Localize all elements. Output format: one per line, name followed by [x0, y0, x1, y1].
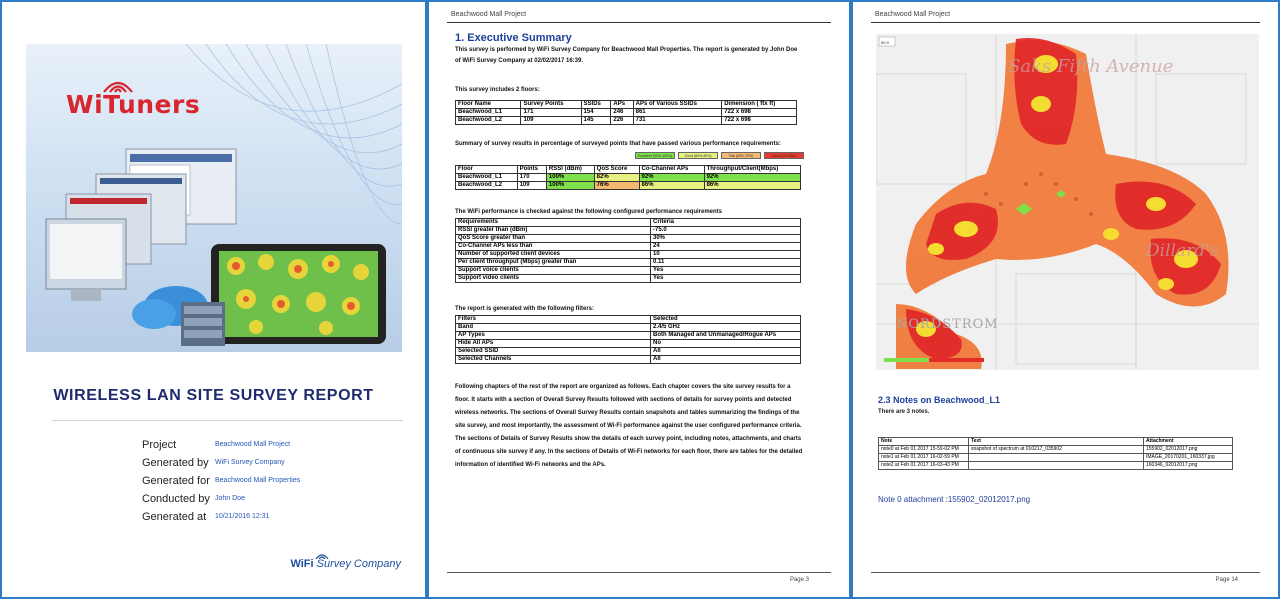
table-cell: 722 x 698	[722, 109, 797, 117]
table-cell: 109	[521, 117, 581, 125]
table-cell: 82%	[594, 174, 639, 182]
table-cell: All	[651, 348, 801, 356]
table-row	[456, 267, 801, 275]
table-header: Throughput/Client(Mbps)	[704, 166, 800, 174]
table-row	[456, 117, 797, 125]
divider	[871, 572, 1260, 573]
table-cell: 10	[651, 251, 801, 259]
closing-line: The sections of Details of Survey Results show the details of each survey point, including notes, attachments, and charts	[455, 436, 802, 442]
table-cell: snapshot of spectrum at 010217_035902	[969, 446, 1144, 454]
floors-table	[455, 100, 797, 125]
table-header-row	[456, 316, 801, 324]
legend-fair: Fair (60%-79%)	[721, 152, 761, 159]
closing-line: wireless networks. The sections of Overall Survey Results contain snapshots and tables summarizing the findings of the	[455, 410, 800, 416]
divider	[52, 420, 403, 421]
table-cell: 226	[611, 117, 633, 125]
table-cell: Both Managed and Unmanaged/Rogue APs	[651, 332, 801, 340]
table-cell: note1 at Feb 01 2017 16-02-59 PM	[879, 454, 969, 462]
closing-line: Following chapters of the rest of the report are organized as follows. Each chapter covers the site survey results for a	[455, 384, 791, 390]
divider	[871, 22, 1260, 23]
table-header-row	[879, 438, 1233, 446]
table-cell: 246	[611, 109, 633, 117]
table-cell: Hide All APs	[456, 340, 651, 348]
table-cell: 2.4/5 GHz	[651, 324, 801, 332]
table-cell: 92%	[639, 174, 704, 182]
company-logo-a: WiFi	[290, 558, 314, 570]
closing-line: site survey, and most importantly, the assessment of Wi-Fi performance against the user configured performance criteria.	[455, 423, 802, 429]
table-cell: 154	[581, 109, 611, 117]
table-header: APs	[611, 101, 633, 109]
legend-excellent: Excellent (90%-100%)	[635, 152, 675, 159]
table-header-row	[456, 101, 797, 109]
page-number: Page 3	[789, 577, 809, 583]
table-cell: -75.0	[651, 227, 801, 235]
table-cell: note0 at Feb 01 2017 15-59-02 PM	[879, 446, 969, 454]
table-cell: IMAGE_20170201_160337.jpg	[1144, 454, 1233, 462]
table-cell: 731	[633, 117, 722, 125]
table-cell: QoS Score greater than	[456, 235, 651, 243]
table-row	[456, 174, 801, 182]
results-table	[455, 165, 801, 190]
company-logo	[290, 558, 401, 570]
table-header: Note	[879, 438, 969, 446]
table-cell: 170	[517, 174, 546, 182]
table-cell: Band	[456, 324, 651, 332]
table-cell: 109	[517, 182, 546, 190]
table-header: Floor Name	[456, 101, 521, 109]
table-cell: Yes	[651, 267, 801, 275]
table-header: Selected	[651, 316, 801, 324]
table-cell: Yes	[651, 275, 801, 283]
table-cell: Selected Channels	[456, 356, 651, 364]
page-number: Page 14	[1215, 577, 1238, 583]
table-cell: 76%	[594, 182, 639, 190]
table-row	[456, 332, 801, 340]
cover-illustration	[26, 44, 402, 352]
table-row	[456, 324, 801, 332]
table-row	[456, 109, 797, 117]
running-header: Beachwood Mall Project	[875, 11, 951, 18]
executive-summary-page	[429, 2, 849, 597]
table-header: Co-Channel APs	[639, 166, 704, 174]
report-title: WIRELESS LAN SITE SURVEY REPORT	[53, 387, 374, 404]
table-cell: 100%	[546, 182, 594, 190]
meta-value: 10/21/2016 12:31	[215, 513, 270, 520]
notes-count: There are 3 notes.	[878, 409, 930, 415]
table-header: APs of Various SSIDs	[633, 101, 722, 109]
table-cell: Support video clients	[456, 275, 651, 283]
table-row	[456, 356, 801, 364]
table-cell: No	[651, 340, 801, 348]
table-cell: Beachwood_L2	[456, 117, 521, 125]
intro-line: This survey is performed by WiFi Survey Company for Beachwood Mall Properties. The report is generated by John Doe	[455, 47, 798, 53]
table-row	[879, 446, 1233, 454]
table-row	[456, 348, 801, 356]
table-cell: 0.11	[651, 259, 801, 267]
table-header: RSSI (dBm)	[546, 166, 594, 174]
meta-label: Generated for	[142, 475, 210, 487]
closing-line: information of identified Wi-Fi networks and the APs.	[455, 462, 606, 468]
table-header: Survey Points	[521, 101, 581, 109]
attachment-caption: Note 0 attachment :155902_02012017.png	[878, 495, 1031, 504]
table-header: Text	[969, 438, 1144, 446]
table-cell: Support voice clients	[456, 267, 651, 275]
intro-line: of WiFi Survey Company at 02/02/2017 16:39.	[455, 58, 584, 64]
running-header: Beachwood Mall Project	[451, 11, 527, 18]
table-cell: Co-Channel APs less than	[456, 243, 651, 251]
section-heading: 1. Executive Summary	[455, 32, 572, 44]
table-cell: 100%	[546, 174, 594, 182]
table-header: Dimension ( ftx ft)	[722, 101, 797, 109]
map-label-dillards: Dillard's	[1146, 241, 1219, 261]
meta-value: Beachwood Mall Properties	[215, 477, 301, 484]
table-cell: 24	[651, 243, 801, 251]
notes-page	[853, 2, 1278, 597]
performance-legend	[635, 152, 804, 159]
company-logo-b: Survey Company	[313, 558, 401, 570]
table-row	[456, 243, 801, 251]
table-cell: Beachwood_L2	[456, 182, 518, 190]
table-cell: Number of supported client devices	[456, 251, 651, 259]
table-cell: Beachwood_L1	[456, 109, 521, 117]
table-header-row	[456, 166, 801, 174]
coverage-heatmap	[876, 34, 1259, 370]
table-cell: 155902_02012017.png	[1144, 446, 1233, 454]
legend-poor: Poor (0%-59%)	[764, 152, 804, 159]
table-row	[879, 462, 1233, 470]
table-cell: Beachwood_L1	[456, 174, 518, 182]
table-row	[879, 454, 1233, 462]
table-cell: 722 x 698	[722, 117, 797, 125]
brand-logo: WiTuners	[66, 90, 201, 119]
table-row	[456, 182, 801, 190]
table-header: Requirements	[456, 219, 651, 227]
meta-value: John Doe	[215, 495, 245, 502]
table-cell: Selected SSID	[456, 348, 651, 356]
meta-label: Conducted by	[142, 493, 210, 505]
table-cell: All	[651, 356, 801, 364]
table-row	[456, 340, 801, 348]
filters-table	[455, 315, 801, 364]
legend-good: Good (80%-89%)	[678, 152, 718, 159]
meta-value: Beachwood Mall Project	[215, 441, 291, 448]
map-label-saks: Saks Fifth Avenue	[1008, 56, 1174, 77]
table-cell: 86%	[639, 182, 704, 190]
table-header: Filters	[456, 316, 651, 324]
table-cell: 86%	[704, 182, 800, 190]
table-cell: 30%	[651, 235, 801, 243]
summary-intro: Summary of survey results in percentage of surveyed points that have passed various performance requirements:	[455, 141, 781, 147]
table-cell: 171	[521, 109, 581, 117]
table-header: QoS Score	[594, 166, 639, 174]
table-cell	[969, 462, 1144, 470]
table-cell: RSSI greater than (dBm)	[456, 227, 651, 235]
map-label-nordstrom: NORDSTROM	[896, 317, 999, 332]
table-header: Points	[517, 166, 546, 174]
table-row	[456, 275, 801, 283]
table-cell: 92%	[704, 174, 800, 182]
cover-page	[2, 2, 425, 597]
floors-intro: This survey includes 2 floors:	[455, 87, 540, 93]
notes-table	[878, 437, 1233, 470]
closing-line: floor. It starts with a section of Overall Survey Results followed with sections of details for survey points and detected	[455, 397, 792, 403]
filters-intro: The report is generated with the following filters:	[455, 306, 595, 312]
section-heading: 2.3 Notes on Beachwood_L1	[878, 395, 1001, 405]
perf-intro: The WiFi performance is checked against the following configured performance requirements	[455, 209, 722, 215]
table-header: Floor	[456, 166, 518, 174]
table-cell: Per client throughput (Mbps) greater than	[456, 259, 651, 267]
table-cell	[969, 454, 1144, 462]
table-header-row	[456, 219, 801, 227]
meta-label: Generated at	[142, 511, 207, 523]
table-cell: 160346_02012017.png	[1144, 462, 1233, 470]
divider	[447, 572, 831, 573]
heatmap-graphic	[876, 34, 1259, 370]
table-cell: note2 at Feb 01 2017 16-03-43 PM	[879, 462, 969, 470]
scale-label: 50 ft	[881, 40, 889, 45]
table-cell: 861	[633, 109, 722, 117]
meta-label: Generated by	[142, 457, 209, 469]
table-cell: AP Types	[456, 332, 651, 340]
table-cell: 145	[581, 117, 611, 125]
table-row	[456, 235, 801, 243]
table-row	[456, 227, 801, 235]
table-header: Attachment	[1144, 438, 1233, 446]
requirements-table	[455, 218, 801, 283]
closing-line: of continuous site survey if any. In the sections of Details of Wi-Fi networks for each floor, there are tables for the detailed	[455, 449, 803, 455]
meta-label: Project	[142, 439, 177, 451]
table-row	[456, 251, 801, 259]
meta-value: WiFi Survey Company	[215, 459, 285, 466]
table-header: SSIDs	[581, 101, 611, 109]
table-header: Criteria	[651, 219, 801, 227]
table-row	[456, 259, 801, 267]
divider	[447, 22, 831, 23]
